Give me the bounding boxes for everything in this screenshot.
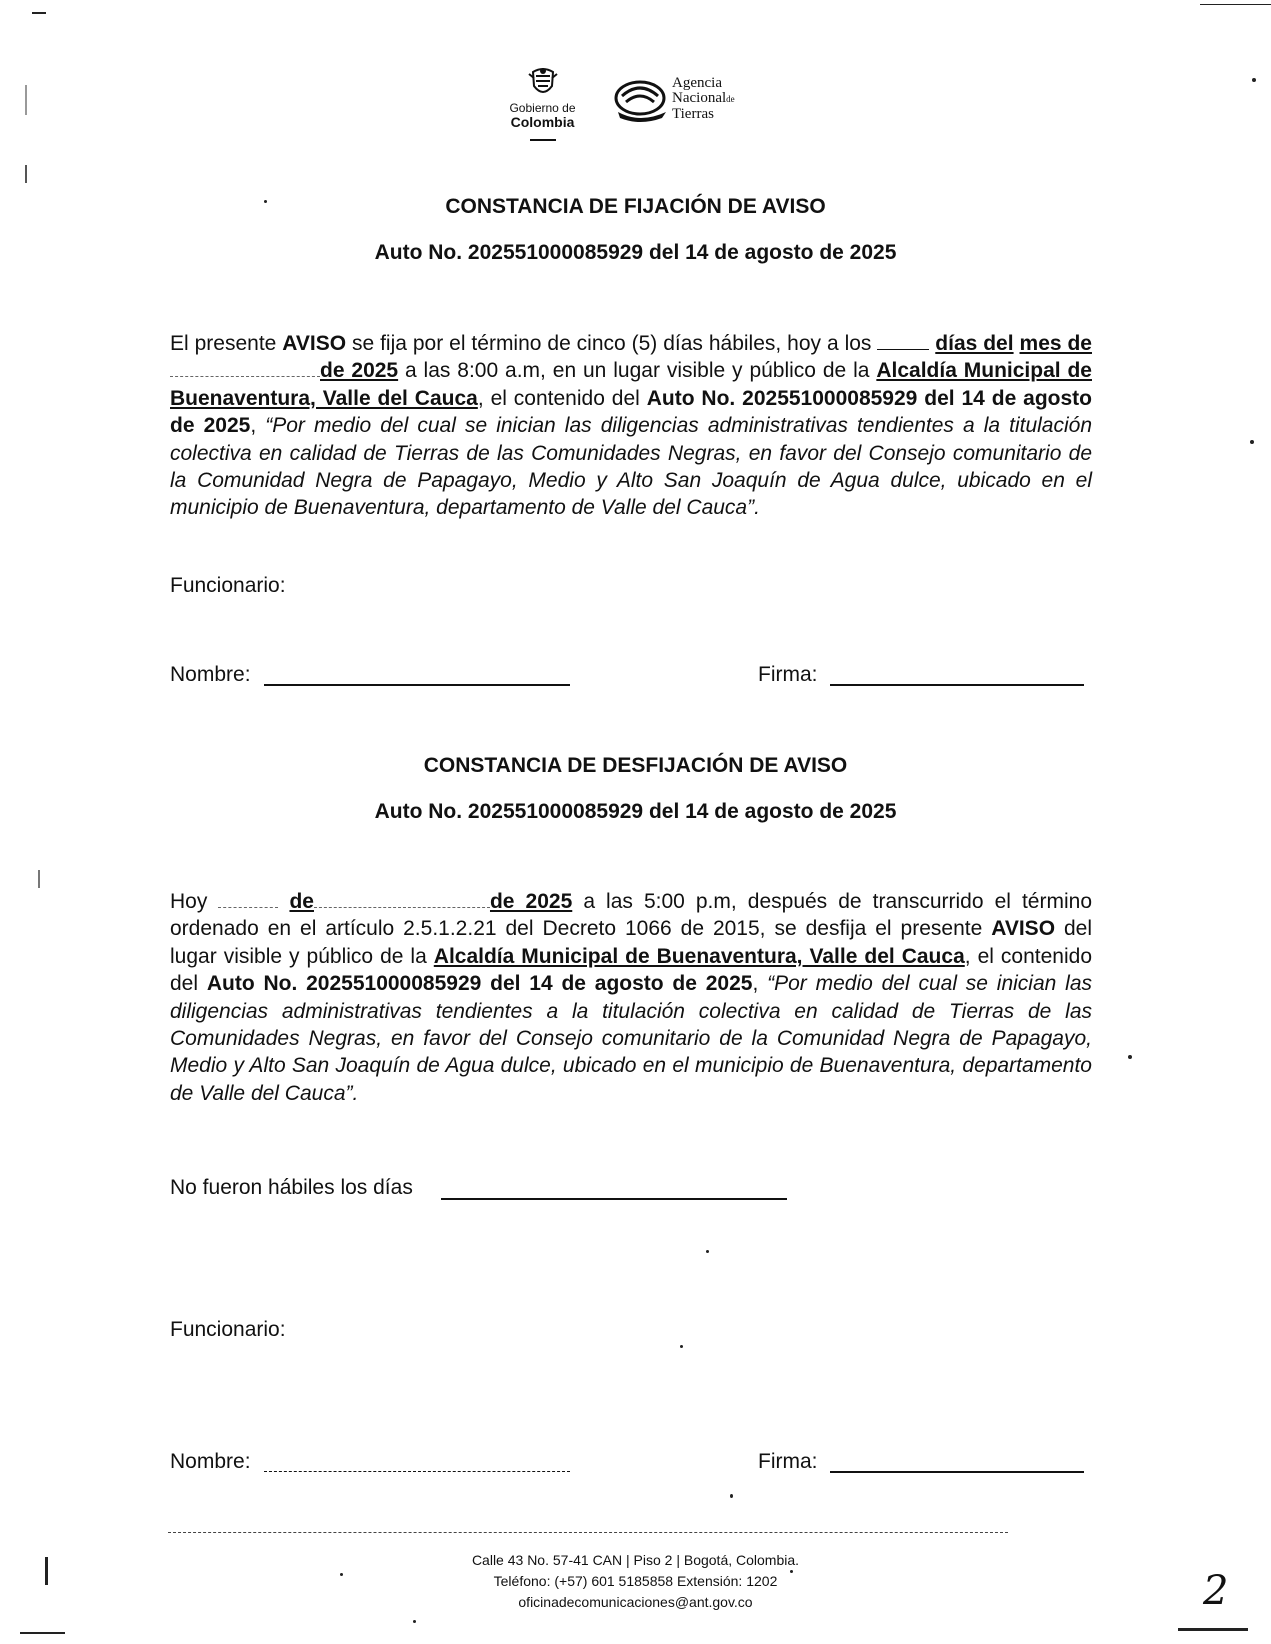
dias-blank: [877, 333, 929, 350]
footer-divider: [168, 1532, 1008, 1533]
desfijacion-title: CONSTANCIA DE DESFIJACIÓN DE AVISO: [423, 754, 848, 777]
desfijacion-auto: Auto No. 202551000085929 del 14 de agosto de 2025: [374, 800, 897, 823]
scan-artifact: [32, 12, 46, 14]
fijacion-title: CONSTANCIA DE FIJACIÓN DE AVISO: [445, 195, 826, 218]
agency-line2-row: [672, 91, 735, 107]
scan-artifact: [38, 870, 40, 888]
desfijacion-firma-label: Firma:: [758, 1450, 818, 1473]
desfijacion-firma-line[interactable]: [830, 1471, 1084, 1473]
scan-artifact: [25, 165, 27, 183]
mes-blank: [170, 360, 320, 377]
fijacion-nombre-line[interactable]: [264, 684, 570, 686]
agency-line3: Tierras: [672, 106, 714, 122]
agency-name: [672, 76, 735, 122]
agency-de: de: [726, 94, 735, 104]
fijacion-firma-label: Firma:: [758, 663, 818, 686]
scan-artifact: [730, 1494, 733, 1498]
ant-turtle-icon: [612, 78, 670, 124]
desfijacion-paragraph: [170, 888, 1092, 1107]
agencia-nacional-tierras-logo: [612, 75, 772, 130]
scan-artifact: [790, 1570, 793, 1573]
hoy-blank: [218, 891, 278, 908]
fijacion-p-mid2: a las 8:00 a.m, en un lugar visible y público de la: [398, 359, 877, 383]
footer-email[interactable]: oficinadecomunicaciones@ant.gov.co: [518, 1594, 753, 1610]
fijacion-nombre-label: Nombre:: [170, 663, 251, 686]
desfijacion-aviso: AVISO: [991, 917, 1056, 941]
desfijacion-funcionario-label: Funcionario:: [170, 1318, 286, 1341]
fijacion-p-start: El presente: [170, 332, 283, 355]
desfijacion-de: de: [289, 890, 314, 913]
desfijacion-de-2025: de 2025: [489, 890, 573, 913]
fijacion-paragraph: [170, 330, 1092, 522]
no-habiles-line[interactable]: [441, 1198, 787, 1200]
no-habiles-label: No fueron hábiles los días: [170, 1176, 413, 1199]
desfijacion-p-mid4: ,: [752, 972, 768, 996]
scan-artifact: [340, 1573, 343, 1576]
fijacion-p-mid1: se fija por el término de cinco (5) días hábiles, hoy a los: [346, 332, 878, 355]
logo-underline-icon: [528, 138, 558, 142]
scan-artifact: [1178, 1628, 1248, 1631]
agency-line1: Agencia: [672, 75, 722, 91]
scan-artifact: [413, 1620, 416, 1623]
fijacion-firma-line[interactable]: [830, 684, 1084, 686]
desfijacion-p-mid2: del lugar visible y público de la: [170, 917, 1093, 968]
scan-artifact: [680, 1345, 683, 1348]
footer: [0, 1550, 1271, 1613]
scan-artifact: [1252, 78, 1256, 82]
fijacion-auto-ref: Auto No. 202551000085929 del 14 de agosto de 2025: [170, 386, 1092, 438]
fijacion-aviso: AVISO: [282, 332, 347, 355]
scan-artifact: [264, 200, 267, 203]
desfijacion-auto-ref: Auto No. 202551000085929 del 14 de agosto de 2025: [206, 972, 753, 996]
scan-artifact: [1128, 1055, 1132, 1059]
fijacion-p-mid4: ,: [250, 414, 266, 438]
agency-line2: Nacional: [672, 90, 727, 106]
desfijacion-alcaldia: Alcaldía Municipal de Buenaventura, Valle del Cauca: [433, 944, 965, 968]
fijacion-dias-del: días del: [935, 332, 1014, 355]
scan-artifact: [25, 85, 27, 115]
desfijacion-p-mid1: a las 5:00 p.m, después de transcurrido el término ordenado en el artículo 2.5.1.2.21 del Decreto 1066 de 2015, se desfija el presente: [170, 890, 1092, 941]
desfijacion-nombre-label: Nombre:: [170, 1450, 251, 1473]
fijacion-de-2025: de 2025: [320, 359, 399, 383]
mes-desfijacion-blank: [314, 891, 490, 908]
coat-of-arms-icon: [526, 66, 560, 100]
header-logos: [500, 66, 800, 136]
gov-logo-line1: Gobierno de: [509, 101, 576, 115]
gobierno-de-colombia-logo: [500, 66, 585, 147]
footer-address: Calle 43 No. 57-41 CAN | Piso 2 | Bogotá, Colombia.: [471, 1552, 800, 1568]
scan-artifact: [706, 1250, 709, 1253]
scan-artifact: [20, 1632, 65, 1634]
scan-artifact: [1200, 4, 1271, 5]
footer-phone: Teléfono: (+57) 601 5185858 Extensión: 1202: [493, 1573, 778, 1589]
desfijacion-p-hoy: Hoy: [170, 890, 219, 913]
scan-artifact: [45, 1557, 48, 1585]
scan-artifact: [1250, 440, 1254, 444]
fijacion-quote: “Por medio del cual se inician las diligencias administrativas tendientes a la titulación colectiva en calidad de Tierras de las Comunidades Negras, en favor del Consejo comunitario de la Comunidad Negra de Papagayo, Medio y Alto San Joaquín de Agua dulce, ubicado en el municipio de Buenaventura, departamento de Valle del Cauca”.: [170, 414, 1093, 520]
fijacion-alcaldia: Alcaldía Municipal de Buenaventura, Valle del Cauca: [170, 359, 1092, 410]
fijacion-p-mid3: , el contenido del: [477, 386, 647, 410]
fijacion-auto: Auto No. 202551000085929 del 14 de agosto de 2025: [374, 241, 897, 264]
gov-logo-line2: Colombia: [510, 114, 575, 130]
desfijacion-nombre-line[interactable]: [264, 1471, 570, 1472]
page-number-mark: 2: [1203, 1568, 1229, 1614]
desfijacion-quote: “Por medio del cual se inician las diligencias administrativas tendientes a la titulación colectiva en calidad de Tierras de las Comunidades Negras, en favor del Consejo comunitario de la Comunidad Negra de Papagayo, Medio y Alto San Joaquín de Agua dulce, ubicado en el municipio de Buenaventura, departamento de Valle del Cauca”.: [170, 972, 1092, 1105]
desfijacion-p-mid3: , el contenido del: [170, 944, 1092, 996]
fijacion-mes-de: mes de: [1019, 332, 1092, 355]
fijacion-funcionario-label: Funcionario:: [170, 574, 286, 597]
